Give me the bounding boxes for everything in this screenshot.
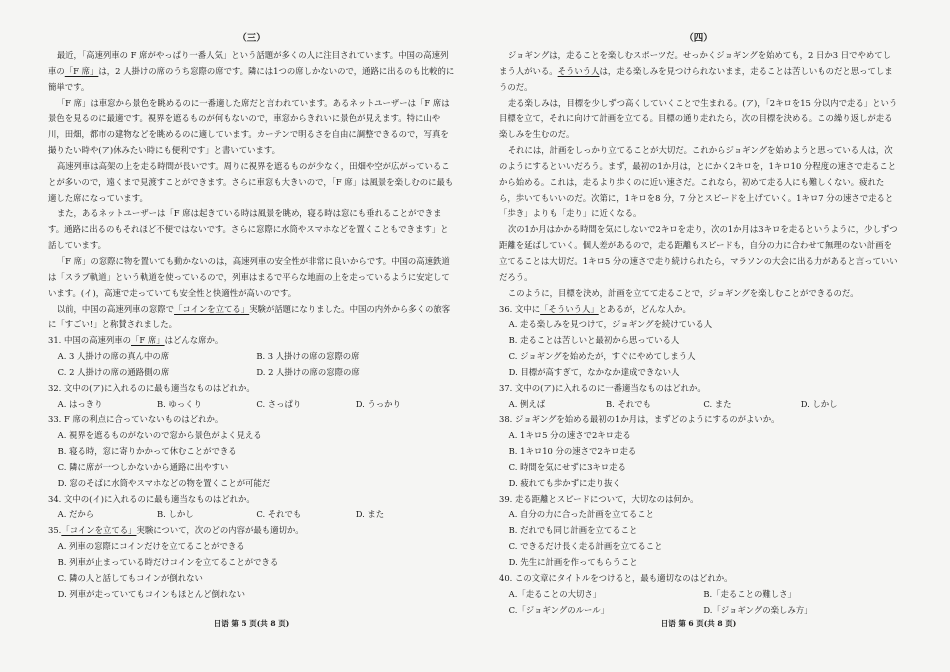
question-text: 35. <box>48 525 62 536</box>
option-row <box>509 603 898 619</box>
paragraph-text: 実験が話題になりました。中国の内外から多くの旅客に「すごい!」と称賛されました。 <box>48 303 451 330</box>
question-39: 39. 走る距離とスピードについて，大切なのは何か。 <box>499 493 699 504</box>
paragraph-text: は，2 人掛けの席のうち窓際の席です。隣には1つの席しかないので，通路に出るのも比較的に簡単です。 <box>48 65 455 92</box>
paragraph: 次の1か月はかかる時間を気にしないで2キロを走り，次の1か月は3キロを走るというように，少しずつ距離を延ばしていく。個人差があるので，走る距離もスピードも，自分の力に合わせて無理のない計画を立てることは大切だ。1キロ5 分の速さで走り続けられたら，マラソンの大会に出る力があると言っていいだろう。 <box>499 224 898 282</box>
question-text: 36. 文中に <box>499 303 541 314</box>
option-a: A. だから <box>57 509 95 520</box>
question-text: はどんな席か。 <box>164 335 224 346</box>
option-c: C. できるだけ長く走る計画を立てること <box>508 541 663 552</box>
paragraph-text: 以前，中国の高速列車の窓際で <box>56 303 175 314</box>
option-d: D. 列車が走っていてもコインもほとんど倒れない <box>57 588 246 599</box>
option-b: B. 列車が止まっている時だけコインを立てることができる <box>57 557 279 567</box>
section-title: （四） <box>684 33 713 44</box>
option-a: A. 自分の力に合った計画を立てること <box>508 509 655 520</box>
option-d: D.「ジョギングの楽しみ方」 <box>703 604 813 615</box>
option-a: A. 1キロ5 分の速さで2キロ走る <box>508 430 631 441</box>
page-footer: 日语 第 6 页(共 8 页) <box>660 619 737 628</box>
option-c: C. 隣の人と話してもコインが倒れない <box>57 572 203 583</box>
option-d: D. また <box>355 509 385 520</box>
question-35 <box>48 523 455 539</box>
question-36 <box>499 302 898 318</box>
question-32: 32. 文中の(ア)に入れるのに最も適当なものはどれか。 <box>48 382 255 393</box>
option-row <box>58 365 455 381</box>
option-b: B. しかし <box>157 509 194 520</box>
option-b: B. 1キロ10 分の速さで2キロ走る <box>508 446 637 457</box>
paragraph-text: ジョギングは，走ることを楽しむスポーツだ。せっかくジョギングを始めても，2 日か3 日でやめてしまう人がいる。 <box>499 50 891 76</box>
option-b: B. 寝る時，窓に寄りかかって休むことができる <box>57 446 237 457</box>
option-a: A.「走ることの大切さ」 <box>508 588 602 599</box>
underlined-phrase: そういう人 <box>557 65 600 76</box>
question-33: 33. F 席の利点に合っていないものはどれか。 <box>48 414 224 425</box>
option-d: D. 2 人掛けの席の窓際の席 <box>256 366 360 377</box>
question-40: 40. この文章にタイトルをつけると，最も適切なのはどれか。 <box>499 572 733 583</box>
option-row <box>509 397 898 413</box>
option-d: D. 疲れても歩かずに走り抜く <box>508 477 621 488</box>
option-a: A. はっきり <box>57 398 103 409</box>
option-b: B. それでも <box>606 398 651 409</box>
right-page <box>475 0 950 672</box>
question-37: 37. 文中の(ア)に入れるのに一番適当なものはどれか。 <box>499 382 706 393</box>
option-c: C.「ジョギングのルール」 <box>508 604 609 615</box>
option-a: A. 例えば <box>508 398 546 409</box>
option-row <box>509 587 898 603</box>
option-a: A. 走る楽しみを見つけて，ジョギングを続けている人 <box>508 319 713 330</box>
underlined-phrase: 「コインを立てる」 <box>174 303 250 314</box>
option-row <box>58 507 455 523</box>
paragraph <box>499 48 898 96</box>
option-d: D. 先生に計画を作ってもらうこと <box>508 557 638 567</box>
question-31 <box>48 333 455 349</box>
passage-four <box>499 48 898 618</box>
paragraph-text: は，走る楽しみを見つけられないまま，走ることは苦しいものだと思ってしまうのだ。 <box>499 65 893 92</box>
option-a: A. 列車の窓際にコインだけを立てることができる <box>57 541 245 552</box>
option-d: D. しかし <box>800 398 838 409</box>
underlined-phrase: 「そういう人」 <box>540 303 599 314</box>
option-a: A. 視界を遮るものがないので窓から景色がよく見える <box>57 430 262 441</box>
question-34: 34. 文中の(イ)に入れるのに最も適当なものはどれか。 <box>48 493 255 504</box>
option-b: B.「走ることの難しさ」 <box>703 588 796 599</box>
paragraph <box>48 302 455 334</box>
option-d: D. 窓のそばに水筒やスマホなどの物を置くことが可能だ <box>57 477 271 488</box>
paragraph: また，あるネットユーザーは「F 席は起きている時は風景を眺め，寝る時は窓にも垂れることができます。通路に出るのもそれほど不便ではないです。さらに窓際に水筒やスマホなどを置くこともできます」と話しています。 <box>48 208 449 251</box>
paragraph: このように，目標を決め，計画を立てて走ることで，ジョギングを楽しむことができるのだ。 <box>507 287 859 298</box>
question-38: 38. ジョギングを始める最初の1か月は，まずどのようにするのがよいか。 <box>499 414 780 425</box>
option-b: B. 走ることは苦しいと最初から思っている人 <box>508 335 680 346</box>
option-c: C. ジョギングを始めたが，すぐにやめてしまう人 <box>508 351 696 362</box>
paragraph-text: 最近，「高速列車の F 席がやっぱり一番人気」という話題が多くの人に注目されています。中国の高速列車の <box>48 50 449 76</box>
option-c: C. 2 人掛けの席の通路側の席 <box>57 366 170 377</box>
option-c: C. 隣に席が一つしかないから通路に出やすい <box>57 461 229 472</box>
question-text: 実験について，次のどの内容が最も適切か。 <box>136 525 304 536</box>
option-d: D. 目標が高すぎて，なかなか達成できない人 <box>508 366 680 377</box>
option-b: B. ゆっくり <box>157 398 202 409</box>
option-b: B. だれでも同じ計画を立てること <box>508 525 638 536</box>
paragraph: 走る楽しみは，目標を少しずつ高くしていくことで生まれる。(ア)，「2キロを15 分以内で走る」という目標を立て，それに向けて計画を立てる。目標の通り走れたら，次の目標を決める。この繰り返しが走る楽しみを生むのだ。 <box>499 97 898 140</box>
question-text: とあるが，どんな人か。 <box>598 303 691 314</box>
underlined-phrase: 「コインを立てる」 <box>61 525 137 536</box>
page-footer: 日语 第 5 页(共 8 页) <box>213 619 290 628</box>
passage-three <box>48 48 455 603</box>
underlined-phrase: 「F 席」 <box>130 335 165 346</box>
question-text: 31. 中国の高速列車の <box>48 335 131 346</box>
paragraph: 高速列車は高架の上を走る時間が長いです。周りに視界を遮るものが少なく，田畑や空が広がっていることが多いので，遠くまで見渡すことができます。さらに車窓も大きいので，「F 席」は風景を楽しむのに最も適した席になっています。 <box>48 160 454 203</box>
section-title: （三） <box>237 33 266 44</box>
option-c: C. また <box>703 398 732 409</box>
option-c: C. それでも <box>256 509 302 520</box>
paragraph: それには，計画をしっかり立てることが大切だ。これからジョギングを始めようと思っている人は，次のようにするといいだろう。まず，最初の1か月は，とにかく2キロを，1キロ10 分程度の速さで走ることから始める。これは，走るより歩くのに近い速さだ。これなら，初めて走る人にも難しくない。疲れたら，歩いてもいいのだ。次第に，1キロを8 分，7 分とスピードを上げていく。1キロ7 分の速さで走ると「歩き」よりも「走り」に近くなる。 <box>499 145 897 219</box>
option-row <box>58 349 455 365</box>
option-d: D. うっかり <box>355 398 401 409</box>
option-a: A. 3 人掛けの席の真ん中の席 <box>57 351 170 362</box>
paragraph: 「F 席」は車窓から景色を眺めるのに一番適した席だと言われています。あるネットユーザーは「F 席は景色を見るのに最適です。視界を遮るものが何もないので，車窓からきれいに景色が見えます。特に山や川，田畑，都市の建物などを眺めるのに適しています。カーテンで明るさを自由に調整できるので，写真を撮りたい時や(ア)休みたい時にも便利です」と書いています。 <box>48 97 450 156</box>
option-c: C. さっぱり <box>256 398 302 409</box>
option-row <box>58 397 455 413</box>
paragraph: 「F 席」の窓際に物を置いても動かないのは，高速列車の安全性が非常に良いからです。中国の高速鉄道は「スラブ軌道」という軌道を使っているので，列車はまるで平らな地面の上を走っているように安定しています。(イ)，高速で走っていても安全性と快適性が高いのです。 <box>48 255 450 298</box>
option-b: B. 3 人掛けの席の窓際の席 <box>256 351 360 362</box>
underlined-phrase: 「F 席」 <box>64 65 99 76</box>
option-c: C. 時間を気にせずに3キロ走る <box>508 461 626 472</box>
paragraph <box>48 48 455 96</box>
